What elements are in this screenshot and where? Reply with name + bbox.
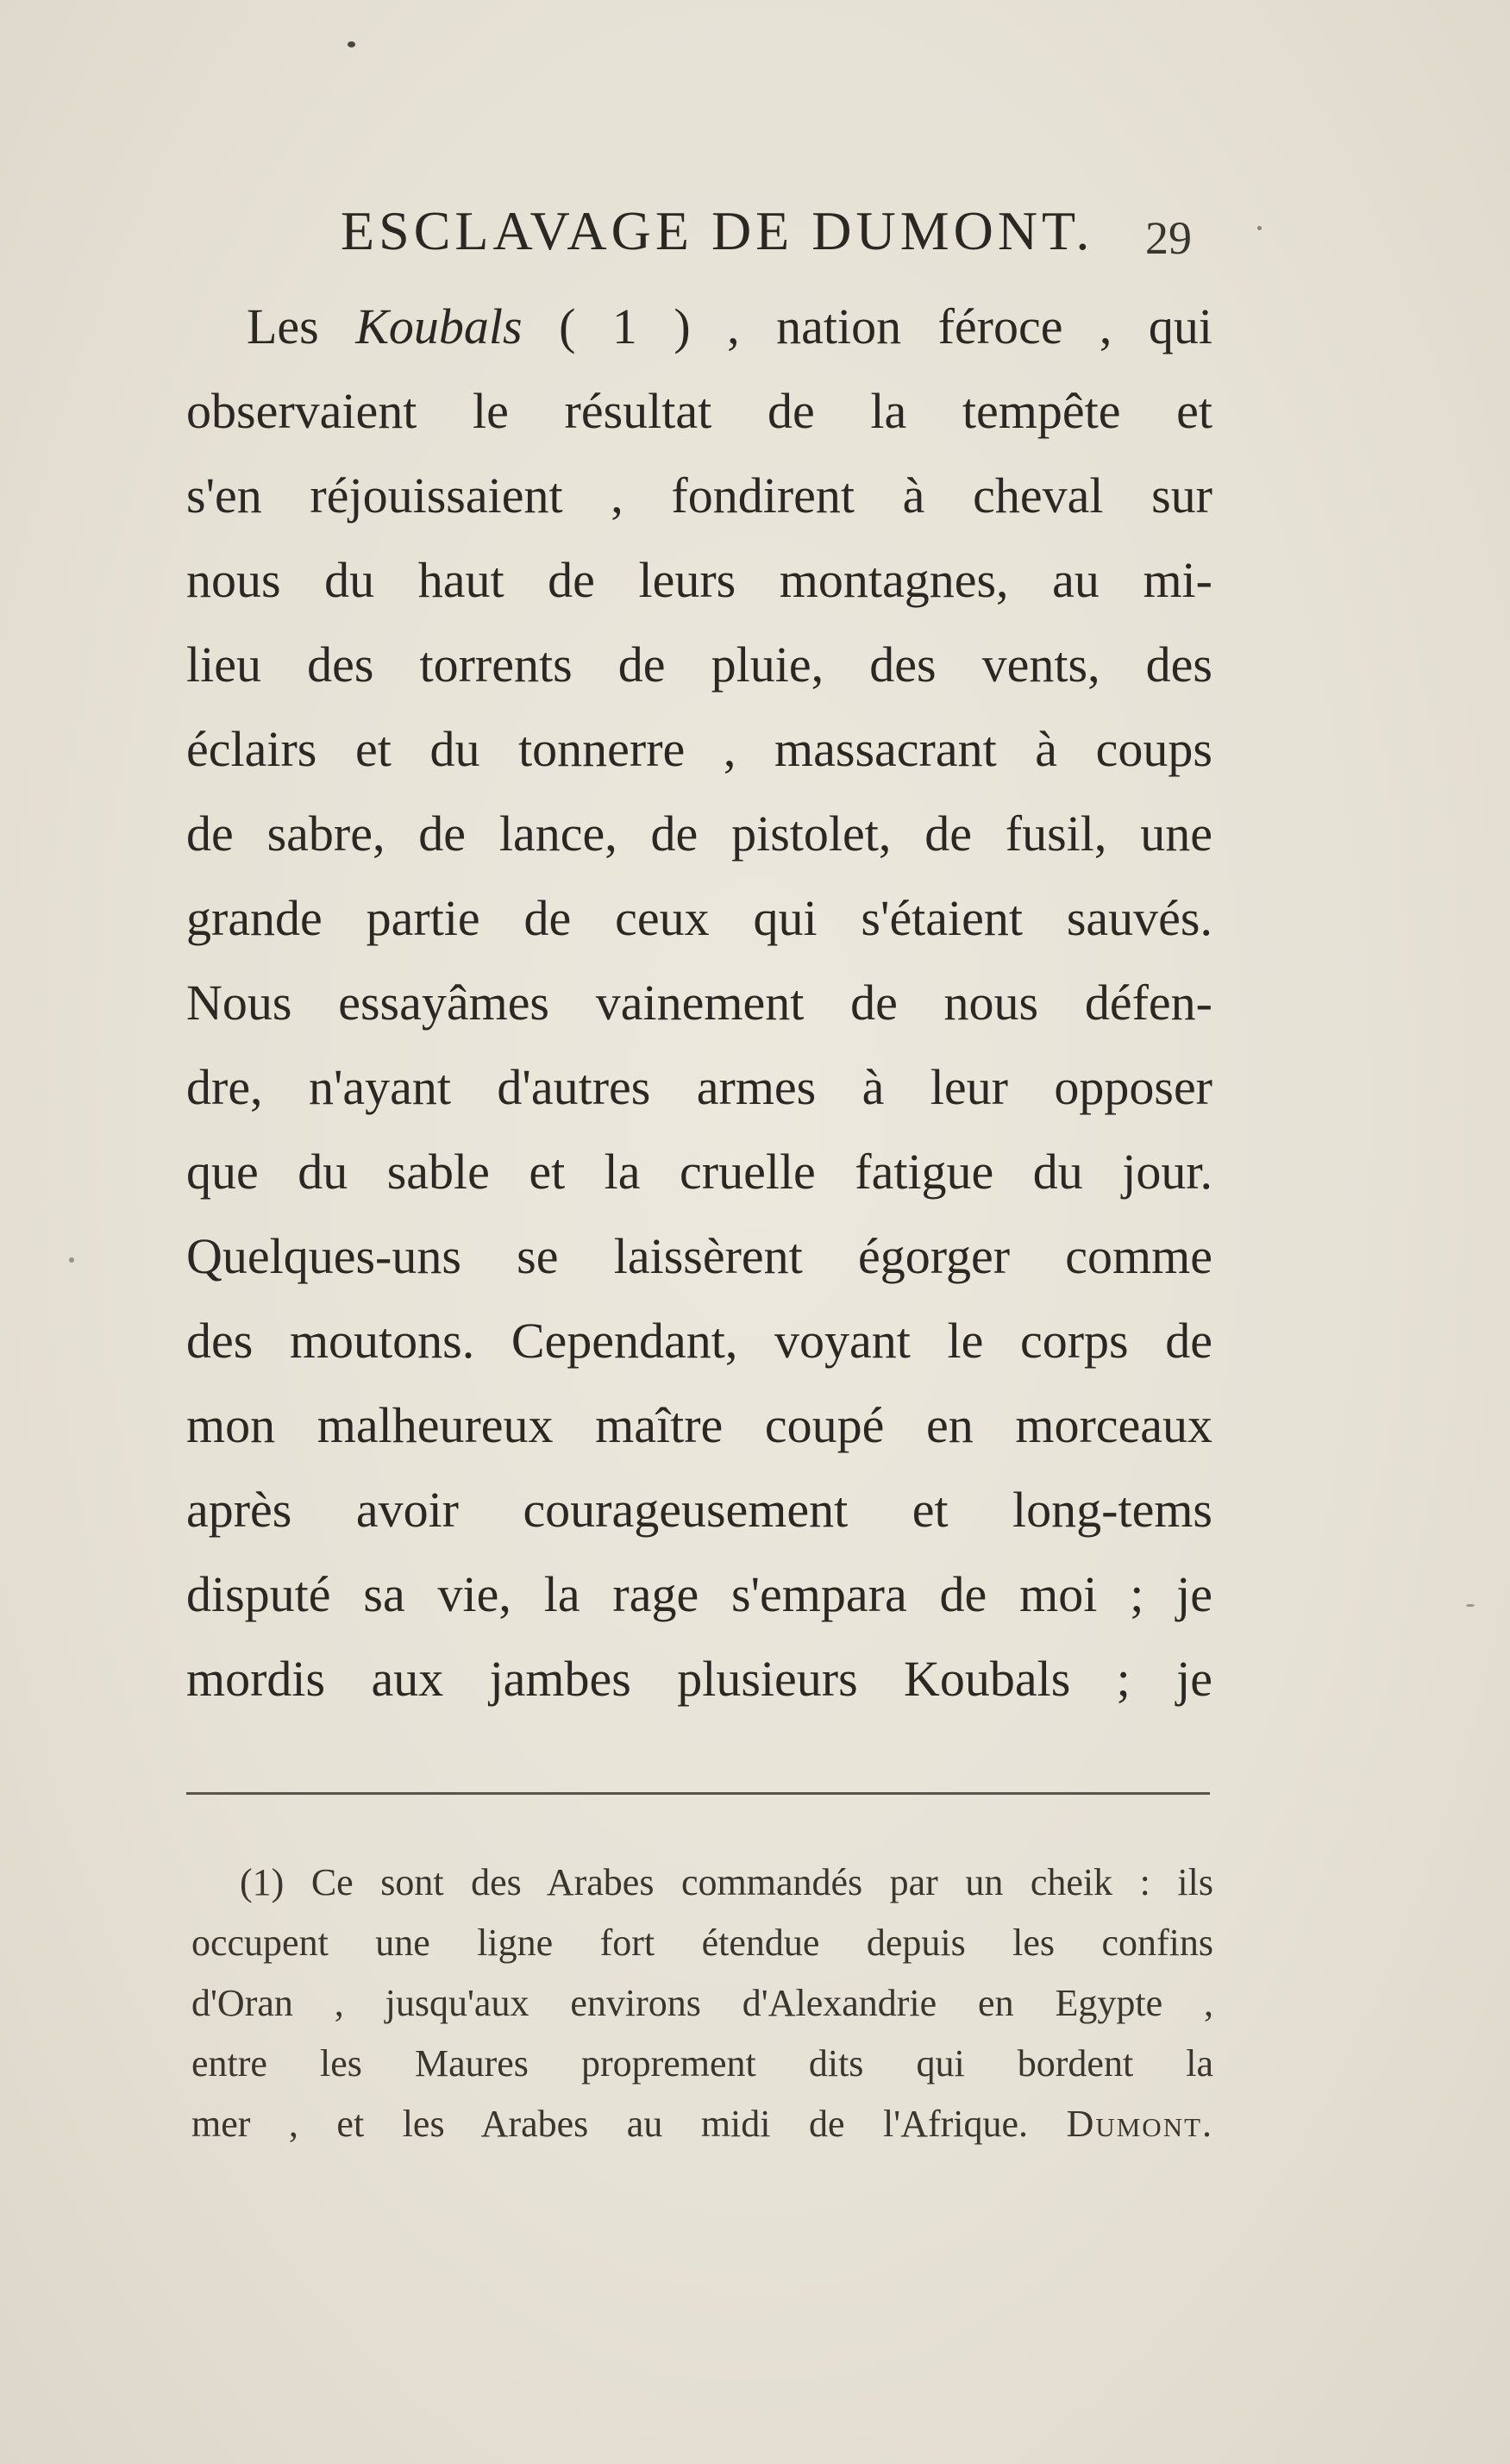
body-text xyxy=(186,285,1212,1721)
text-fragment: Les xyxy=(247,298,319,354)
footnote-line-last xyxy=(191,2094,1213,2154)
footnote xyxy=(191,1853,1213,2154)
ink-speck xyxy=(69,1257,74,1263)
text-line: mordis aux jambes plusieurs Koubals ; je xyxy=(186,1651,1212,1707)
page-number: 29 xyxy=(1145,212,1192,264)
text-line xyxy=(186,285,1212,369)
italic-term: Koubals xyxy=(355,298,523,354)
text-line: mon malheureux maître coupé en morceaux xyxy=(186,1397,1212,1453)
text-fragment: ( 1 ) , nation féroce , qui xyxy=(559,298,1213,354)
running-head xyxy=(185,197,1220,274)
text-line: Nous essayâmes vainement de nous défen- xyxy=(186,975,1212,1031)
text-line: Quelques-uns se laissèrent égorger comme xyxy=(186,1228,1212,1284)
text-line: lieu des torrents de pluie, des vents, des xyxy=(186,636,1212,693)
text-line: s'en réjouissaient , fondirent à cheval sur xyxy=(186,467,1212,524)
text-line: de sabre, de lance, de pistolet, de fusil, une xyxy=(186,806,1212,862)
text-line: grande partie de ceux qui s'étaient sauvés. xyxy=(186,890,1212,946)
footnote-signature: Dumont. xyxy=(1066,2103,1214,2145)
text-line: dre, n'ayant d'autres armes à leur opposer xyxy=(186,1059,1212,1115)
ink-speck xyxy=(348,41,355,47)
text-line: que du sable et la cruelle fatigue du jour. xyxy=(186,1144,1212,1200)
text-line: observaient le résultat de la tempête et xyxy=(186,383,1212,439)
footnote-fragment: mer , et les Arabes au midi de l'Afrique. xyxy=(191,2103,1029,2145)
footnote-rule xyxy=(186,1792,1210,1795)
text-line: après avoir courageusement et long-tems xyxy=(186,1482,1212,1538)
footnote-line: occupent une ligne fort étendue depuis les confins xyxy=(191,1922,1213,1964)
footnote-line: entre les Maures proprement dits qui bordent la xyxy=(191,2042,1213,2085)
ink-speck xyxy=(1466,1604,1475,1607)
text-line: nous du haut de leurs montagnes, au mi- xyxy=(186,552,1212,608)
ink-speck xyxy=(1257,226,1262,230)
running-title: ESCLAVAGE DE DUMONT. xyxy=(341,200,1094,261)
footnote-line: (1) Ce sont des Arabes commandés par un cheik : ils xyxy=(240,1861,1213,1903)
footnote-line: d'Oran , jusqu'aux environs d'Alexandrie en Egypte , xyxy=(191,1982,1213,2024)
text-line: disputé sa vie, la rage s'empara de moi ; je xyxy=(186,1566,1212,1622)
text-line: des moutons. Cependant, voyant le corps de xyxy=(186,1313,1212,1369)
text-line: éclairs et du tonnerre , massacrant à coups xyxy=(186,721,1212,777)
